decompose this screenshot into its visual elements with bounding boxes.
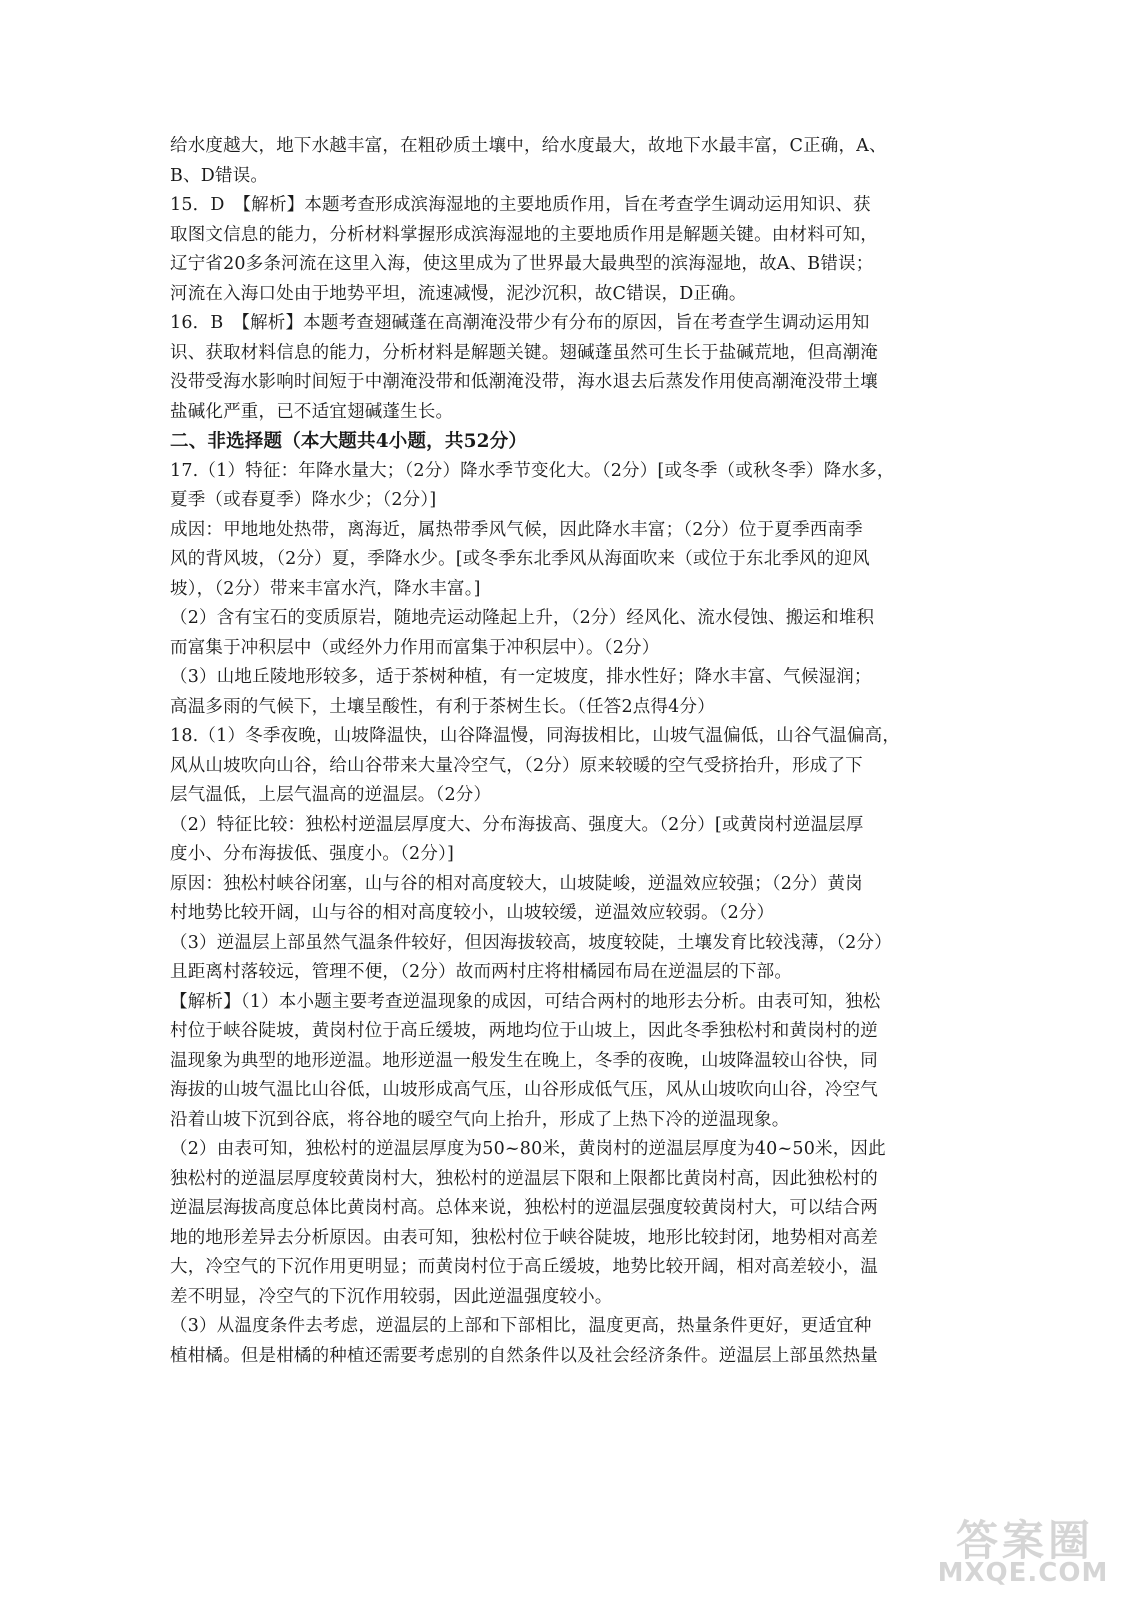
text-line: （3）逆温层上部虽然气温条件较好，但因海拔较高，坡度较陡，土壤发育比较浅薄，（2分） xyxy=(170,932,892,953)
text-line: 16．B 【解析】本题考查翅碱蓬在高潮淹没带少有分布的原因，旨在考查学生调动运用知 xyxy=(170,313,870,333)
watermark-chars xyxy=(928,1508,1118,1565)
text-line: 温现象为典型的地形逆温。地形逆温一般发生在晚上，冬季的夜晚，山坡降温较山谷快，同 xyxy=(170,1050,878,1071)
text-line: 植柑橘。但是柑橘的种植还需要考虑别的自然条件以及社会经济条件。逆温层上部虽然热量 xyxy=(170,1345,878,1366)
text-line: 夏季（或春夏季）降水少；（2分）] xyxy=(170,490,437,510)
text-line: 15．D 【解析】本题考查形成滨海湿地的主要地质作用，旨在考查学生调动运用知识、获 xyxy=(170,195,871,215)
text-line: （2）含有宝石的变质原岩，随地壳运动隆起上升，（2分）经风化、流水侵蚀、搬运和堆积 xyxy=(170,608,875,628)
text-line: （3）从温度条件去考虑，逆温层的上部和下部相比，温度更高，热量条件更好，更适宜种 xyxy=(170,1316,872,1336)
watermark-char: 答 xyxy=(955,1516,998,1565)
text-line: 度小、分布海拔低、强度小。（2分）] xyxy=(170,844,455,864)
text-line: 差不明显，冷空气的下沉作用较弱，因此逆温强度较小。 xyxy=(170,1286,613,1307)
text-line: 风从山坡吹向山谷，给山谷带来大量冷空气，（2分）原来较暖的空气受挤抬升，形成了下 xyxy=(170,755,863,776)
text-line: 给水度越大，地下水越丰富，在粗砂质土壤中，给水度最大，故地下水最丰富，C正确，A、 xyxy=(170,136,887,156)
text-line: 坡），（2分）带来丰富水汽，降水丰富。] xyxy=(170,578,481,599)
watermark-url: MXQE.COM xyxy=(937,1558,1109,1588)
text-line: 河流在入海口处由于地势平坦，流速减慢，泥沙沉积，故C错误，D正确。 xyxy=(170,283,747,304)
text-line: 成因：甲地地处热带，离海近，属热带季风气候，因此降水丰富；（2分）位于夏季西南季 xyxy=(170,519,863,540)
text-line: 而富集于冲积层中（或经外力作用而富集于冲积层中）。（2分） xyxy=(170,637,660,658)
text-line: 逆温层海拔高度总体比黄岗村高。总体来说，独松村的逆温层强度较黄岗村大，可以结合两 xyxy=(170,1198,878,1218)
text-line: 【解析】（1）本小题主要考查逆温现象的成因，可结合两村的地形去分析。由表可知，独松 xyxy=(170,991,881,1012)
text-line: 没带受海水影响时间短于中潮淹没带和低潮淹没带，海水退去后蒸发作用使高潮淹没带土壤 xyxy=(170,372,878,392)
text-line: 原因：独松村峡谷闭塞，山与谷的相对高度较大，山坡陡峻，逆温效应较强；（2分）黄岗 xyxy=(170,873,863,894)
text-line: 取图文信息的能力，分析材料掌握形成滨海湿地的主要地质作用是解题关键。由材料可知， xyxy=(170,224,878,245)
text-line: 且距离村落较远，管理不便，（2分）故而两村庄将柑橘园布局在逆温层的下部。 xyxy=(170,962,793,982)
text-line: （2）特征比较：独松村逆温层厚度大、分布海拔高、强度大。（2分）[或黄岗村逆温层厚 xyxy=(170,814,864,835)
text-line: 风的背风坡，（2分）夏，季降水少。[或冬季东北季风从海面吹来（或位于东北季风的迎风 xyxy=(170,549,870,569)
text-line: 村位于峡谷陡坡，黄岗村位于高丘缓坡，两地均位于山坡上，因此冬季独松村和黄岗村的逆 xyxy=(170,1021,878,1041)
watermark-char: 圈 xyxy=(1048,1516,1091,1565)
text-line: 大，冷空气的下沉作用更明显；而黄岗村位于高丘缓坡，地势比较开阔，相对高差较小，温 xyxy=(170,1257,878,1277)
text-line: B、D错误。 xyxy=(170,165,269,186)
text-line: 辽宁省20多条河流在这里入海，使这里成为了世界最大最典型的滨海湿地，故A、B错误； xyxy=(170,254,874,274)
text-line: 识、获取材料信息的能力，分析材料是解题关键。翅碱蓬虽然可生长于盐碱荒地，但高潮淹 xyxy=(170,342,878,363)
text-line: 独松村的逆温层厚度较黄岗村大，独松村的逆温层下限和上限都比黄岗村高，因此独松村的 xyxy=(170,1168,878,1189)
text-line: （2）由表可知，独松村的逆温层厚度为50~80米，黄岗村的逆温层厚度为40~50米，因此 xyxy=(170,1139,886,1159)
text-line: 村地势比较开阔，山与谷的相对高度较小，山坡较缓，逆温效应较弱。（2分） xyxy=(170,903,775,923)
watermark-char: 案 xyxy=(1001,1516,1044,1565)
watermark-logo xyxy=(928,1508,1118,1592)
text-line: （3）山地丘陵地形较多，适于茶树种植，有一定坡度，排水性好；降水丰富、气候湿润； xyxy=(170,667,872,687)
text-line: 18.（1）冬季夜晚，山坡降温快，山谷降温慢，同海拔相比，山坡气温偏低，山谷气温偏高， xyxy=(170,726,901,746)
text-line: 盐碱化严重，已不适宜翅碱蓬生长。 xyxy=(170,401,454,422)
text-line: 高温多雨的气候下，土壤呈酸性，有利于茶树生长。（任答2点得4分） xyxy=(170,696,715,717)
text-line: 17.（1）特征：年降水量大；（2分）降水季节变化大。（2分）[或冬季（或秋冬季）降水多， xyxy=(170,460,895,481)
text-line: 海拔的山坡气温比山谷低，山坡形成高气压，山谷形成低气压，风从山坡吹向山谷，冷空气 xyxy=(170,1080,878,1100)
section-heading: 二、非选择题（本大题共4小题，共52分） xyxy=(170,431,528,452)
answer-text-body xyxy=(170,132,960,1371)
text-line: 层气温低，上层气温高的逆温层。（2分） xyxy=(170,785,492,805)
text-line: 沿着山坡下沉到谷底，将谷地的暖空气向上抬升，形成了上热下冷的逆温现象。 xyxy=(170,1109,790,1130)
text-line: 地的地形差异去分析原因。由表可知，独松村位于峡谷陡坡，地形比较封闭，地势相对高差 xyxy=(170,1227,878,1248)
